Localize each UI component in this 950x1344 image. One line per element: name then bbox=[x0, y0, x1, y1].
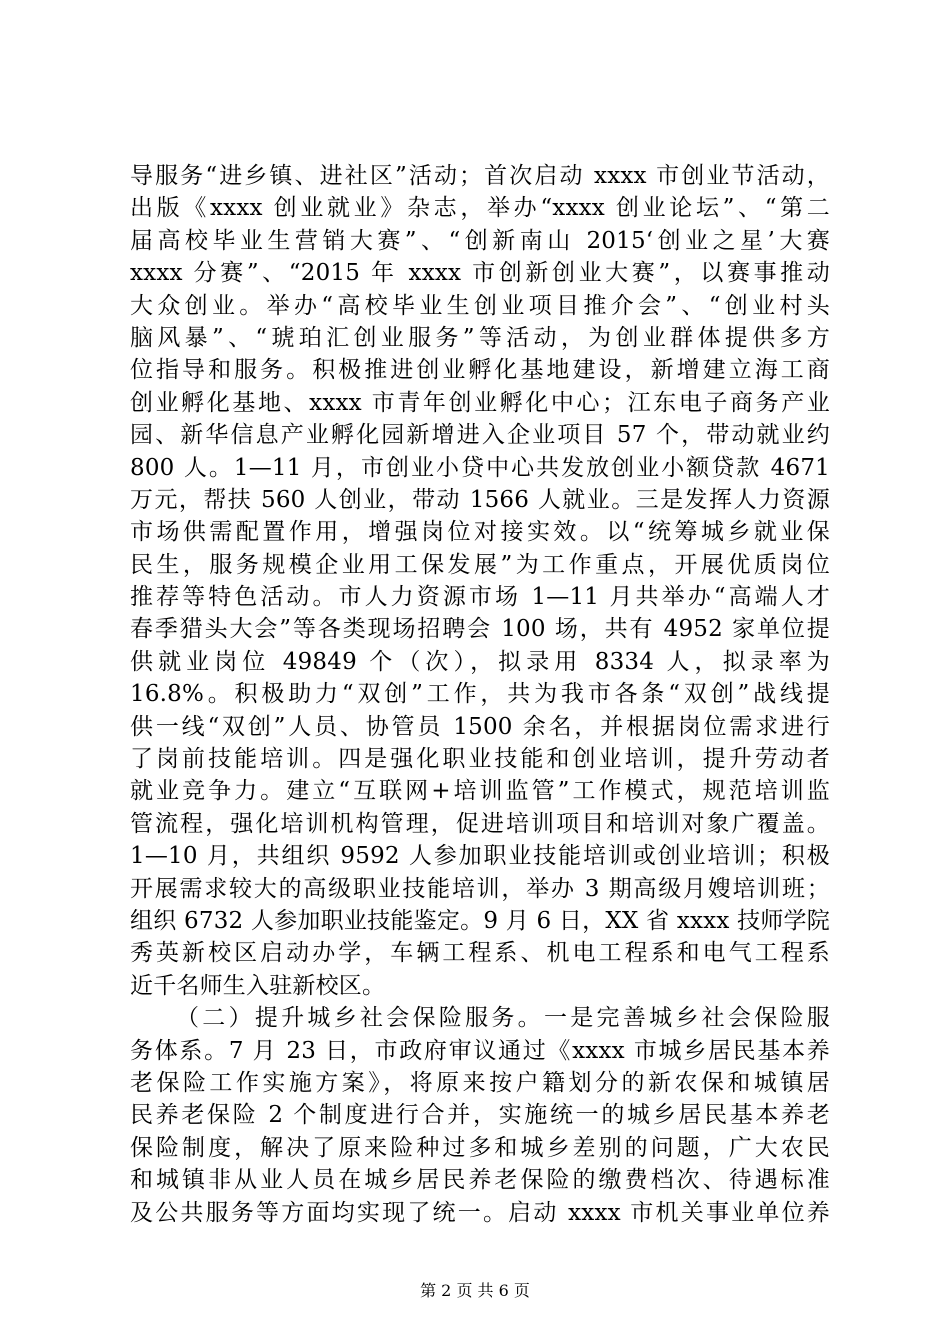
text-line: 管流程，强化培训机构管理，促进培训项目和培训对象广覆盖。 bbox=[130, 810, 830, 837]
text-line: 了岗前技能培训。四是强化职业技能和创业培训，提升劳动者 bbox=[130, 746, 830, 773]
text-line: 市场供需配置作用，增强岗位对接实效。以“统筹城乡就业保 bbox=[130, 519, 830, 546]
text-line: 及公共服务等方面均实现了统一。启动 xxxx 市机关事业单位养 bbox=[130, 1199, 830, 1226]
text-line: 16.8%。积极助力“双创”工作，共为我市各条“双创”战线提 bbox=[130, 681, 830, 708]
text-line: 老保险工作实施方案》，将原来按户籍划分的新农保和城镇居 bbox=[130, 1069, 830, 1096]
text-line: 1—10 月，共组织 9592 人参加职业技能培训或创业培训；积极 bbox=[130, 843, 830, 870]
text-line: 脑风暴”、“琥珀汇创业服务”等活动，为创业群体提供多方 bbox=[130, 324, 830, 351]
text-line: 导服务“进乡镇、进社区”活动；首次启动 xxxx 市创业节活动， bbox=[130, 163, 830, 189]
text-line: 就业竞争力。建立“互联网+培训监管”工作模式，规范培训监 bbox=[130, 778, 830, 805]
text-line: 园、新华信息产业孵化园新增进入企业项目 57 个，带动就业约 bbox=[130, 422, 830, 449]
text-line: 近千名师生入驻新校区。 bbox=[130, 972, 386, 999]
text-line: 大众创业。举办“高校毕业生创业项目推介会”、“创业村头 bbox=[130, 292, 830, 319]
text-line: 位指导和服务。积极推进创业孵化基地建设，新增建立海工商 bbox=[130, 357, 830, 384]
text-line: 民养老保险 2 个制度进行合并，实施统一的城乡居民基本养老 bbox=[130, 1102, 830, 1129]
text-line: 800 人。1—11 月，市创业小贷中心共发放创业小额贷款 4671 bbox=[130, 454, 830, 481]
text-line: 组织 6732 人参加职业技能鉴定。9 月 6 日，XX 省 xxxx 技师学院 bbox=[130, 907, 830, 934]
text-line: 和城镇非从业人员在城乡居民养老保险的缴费档次、待遇标准 bbox=[130, 1167, 830, 1194]
page-number-footer: 第 2 页 共 6 页 bbox=[420, 1281, 530, 1300]
text-line: 供就业岗位 49849 个（次），拟录用 8334 人，拟录率为 bbox=[130, 648, 830, 675]
text-line: 春季猎头大会”等各类现场招聘会 100 场，共有 4952 家单位提 bbox=[130, 616, 830, 643]
text-line: 推荐等特色活动。市人力资源市场 1—11 月共举办“高端人才 bbox=[130, 584, 830, 611]
text-line: 万元，帮扶 560 人创业，带动 1566 人就业。三是发挥人力资源 bbox=[130, 486, 830, 513]
text-line: xxxx 分赛”、“2015 年 xxxx 市创新创业大赛”，以赛事推动 bbox=[130, 260, 830, 287]
text-line: 届高校毕业生营销大赛”、“创新南山 2015‘创业之星’大赛 bbox=[130, 227, 830, 254]
text-line: 出版《xxxx 创业就业》杂志，举办“xxxx 创业论坛”、“第二 bbox=[130, 195, 830, 222]
body-text bbox=[130, 160, 830, 1229]
text-line: 民生，服务规模企业用工保发展”为工作重点，开展优质岗位 bbox=[130, 551, 830, 578]
text-line: 供一线“双创”人员、协管员 1500 余名，并根据岗位需求进行 bbox=[130, 713, 830, 740]
text-line: 保险制度，解决了原来险种过多和城乡差别的问题，广大农民 bbox=[130, 1134, 830, 1161]
text-line: 开展需求较大的高级职业技能培训，举办 3 期高级月嫂培训班； bbox=[130, 875, 830, 902]
text-line: 秀英新校区启动办学，车辆工程系、机电工程系和电气工程系 bbox=[130, 940, 830, 967]
text-line: 创业孵化基地、xxxx 市青年创业孵化中心；江东电子商务产业 bbox=[130, 389, 830, 416]
text-line: 务体系。7 月 23 日，市政府审议通过《xxxx 市城乡居民基本养 bbox=[130, 1037, 830, 1064]
section-heading-line: （二）提升城乡社会保险服务。一是完善城乡社会保险服 bbox=[176, 1005, 830, 1032]
